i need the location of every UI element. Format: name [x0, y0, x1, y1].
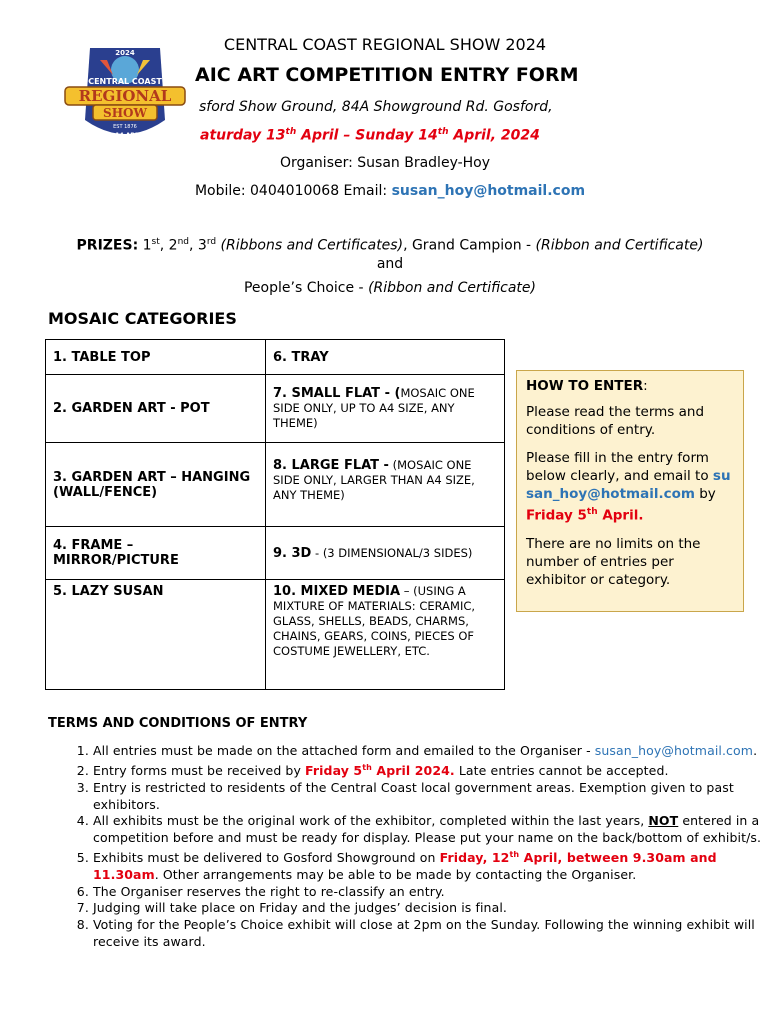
category-1: 1. TABLE TOP [46, 340, 266, 375]
how-to-enter-box: HOW TO ENTER: Please read the terms and conditions of entry. Please fill in the entry form below clearly, and email to susan_hoy@hotmail.com by Friday 5th April. There are no limits on the number of entries per exhibitor or category. [516, 370, 744, 612]
term-2: 2. Entry forms must be received by Friday 5th April 2024. Late entries cannot be accepted. [93, 760, 768, 780]
category-4: 4. FRAME – MIRROR/PICTURE [46, 527, 266, 580]
logo-line2: REGIONAL [78, 87, 172, 105]
category-10: 10. MIXED MEDIA – (USING A MIXTURE OF MATERIALS: CERAMIC, GLASS, SHELLS, BEADS, CHARMS, CHAINS, GEARS, COINS, PIECES OF COSTUME JEWELLERY, ETC. [266, 580, 505, 690]
terms-title: TERMS AND CONDITIONS OF ENTRY [48, 716, 308, 731]
form-title: AIC ART COMPETITION ENTRY FORM [195, 64, 579, 86]
organiser: Organiser: Susan Bradley-Hoy [279, 155, 491, 171]
category-7: 7. SMALL FLAT - (MOSAIC ONE SIDE ONLY, UP TO A4 SIZE, ANY THEME) [266, 375, 505, 443]
term-3: 3. Entry is restricted to residents of the Central Coast local government areas. Exemption given to past exhibitors. [93, 780, 768, 814]
term-4: 4. All exhibits must be the original work of the exhibitor, completed within the last years, NOT entered in a competition before and must be ready for display. Please put your name on the back/bottom of exhibit/s. [93, 813, 768, 847]
logo-est: EST 1876 [113, 124, 137, 130]
category-8: 8. LARGE FLAT - (MOSAIC ONE SIDE ONLY, LARGER THAN A4 SIZE, ANY THEME) [266, 443, 505, 527]
logo-line1: CENTRAL COAST [88, 77, 162, 86]
how-to-enter-p1: Please read the terms and conditions of entry. [526, 404, 705, 438]
organiser-email-link[interactable]: susan_hoy@hotmail.com [391, 183, 586, 199]
show-title: CENTRAL COAST REGIONAL SHOW 2024 [223, 35, 547, 54]
venue: sford Show Ground, 84A Showground Rd. Gosford, [199, 99, 553, 115]
category-5: 5. LAZY SUSAN [46, 580, 266, 690]
show-logo [55, 40, 195, 150]
category-2: 2. GARDEN ART - POT [46, 375, 266, 443]
contact-line: Mobile: 0404010068 Email: susan_hoy@hotmail.com [194, 183, 586, 199]
category-9: 9. 3D - (3 DIMENSIONAL/3 SIDES) [266, 527, 505, 580]
prizes: PRIZES: 1st, 2nd, 3rd (Ribbons and Certificates), Grand Campion - (Ribbon and Certificate) and [76, 237, 704, 272]
logo-dates: 13-14 APRIL [104, 132, 146, 139]
how-to-enter-p3: There are no limits on the number of entries per exhibitor or category. [526, 535, 701, 588]
term-1: 1. All entries must be made on the attached form and emailed to the Organiser - susan_hoy@hotmail.com. [93, 743, 768, 760]
how-to-enter-title: HOW TO ENTER [526, 378, 644, 394]
peoples-choice: People’s Choice - (Ribbon and Certificate) [243, 280, 537, 296]
term-7: 7. Judging will take place on Friday and the judges’ decision is final. [93, 900, 768, 917]
terms-email-link[interactable]: susan_hoy@hotmail.com [594, 743, 754, 758]
category-3: 3. GARDEN ART – HANGING (WALL/FENCE) [46, 443, 266, 527]
logo-line3: SHOW [103, 106, 147, 120]
how-to-enter-email-link[interactable]: susan_hoy@hotmail.com [526, 468, 731, 502]
terms-list [48, 743, 768, 951]
how-to-enter-p2: Please fill in the entry form below clearly, and email to susan_hoy@hotmail.com by Friday 5th April. [526, 450, 731, 524]
term-6: 6. The Organiser reserves the right to re-classify an entry. [93, 884, 768, 901]
categories-table [45, 339, 505, 690]
show-dates: aturday 13th April – Sunday 14th April, 2024 [200, 127, 540, 144]
category-6: 6. TRAY [266, 340, 505, 375]
term-8: 8. Voting for the People’s Choice exhibit will close at 2pm on the Sunday. Following the winning exhibit will receive its award. [93, 917, 768, 951]
logo-year: 2024 [115, 49, 135, 57]
categories-title: MOSAIC CATEGORIES [48, 309, 237, 328]
term-5: 5. Exhibits must be delivered to Gosford Showground on Friday, 12th April, between 9.30am and 11.30am. Other arrangements may be able to be made by contacting the Organiser. [93, 847, 768, 884]
